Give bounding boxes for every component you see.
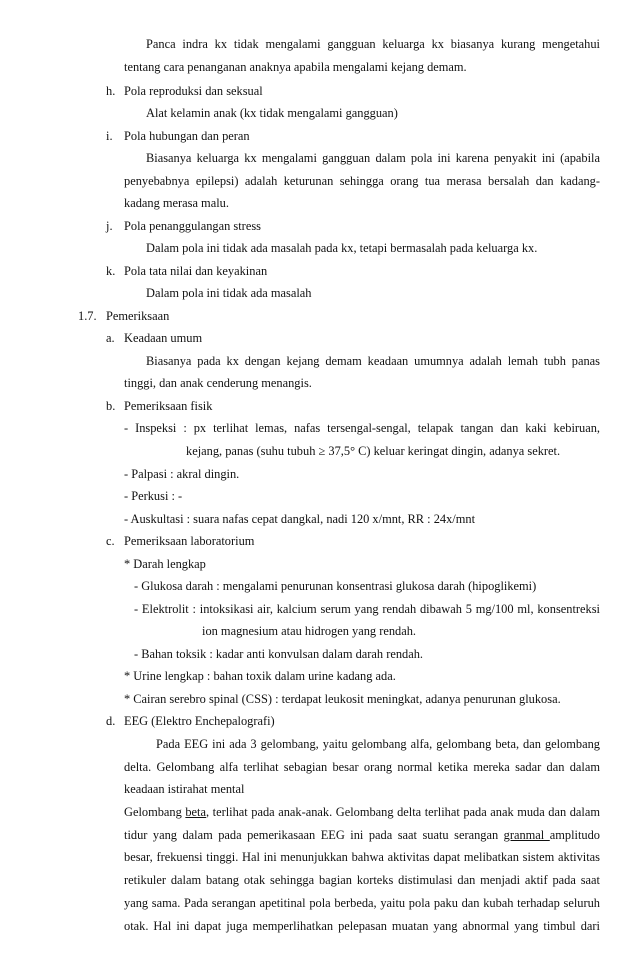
paragraph-line: kadang merasa malu. [124,196,229,210]
paragraph-line: Biasanya keluarga kx mengalami gangguan dalam pola ini karena penyakit ini (apabila [146,151,600,165]
paragraph-line: Panca indra kx tidak mengalami gangguan keluarga kx biasanya kurang mengetahui [146,37,600,51]
section-title: Pemeriksaan [106,309,170,323]
paragraph-line: tentang cara penanganan anaknya apabila mengalami kejang demam. [124,60,467,74]
paragraph-line: - Elektrolit : intoksikasi air, kalcium serum yang rendah dibawah 5 mg/100 ml, konsentreksi [134,602,600,616]
list-marker: d. [106,714,116,728]
paragraph-line [124,828,600,843]
list-marker: j. [106,219,113,233]
paragraph-line [124,805,600,820]
list-marker: h. [106,84,116,98]
list-marker: b. [106,399,116,413]
paragraph-line: Alat kelamin anak (kx tidak mengalami gangguan) [146,106,398,120]
paragraph-line: * Darah lengkap [124,557,206,571]
paragraph-line: - Perkusi : - [124,489,183,503]
paragraph-line: besar, frekuensi tinggi. Hal ini menunjukkan bahwa aktivitas dapat melibatkan sistem aktivitas [124,850,600,864]
list-item-title: Keadaan umum [124,331,203,345]
list-marker: a. [106,331,115,345]
section-number: 1.7. [78,309,97,323]
text-run: amplitudo [549,828,600,842]
text-run: Gelombang [124,805,186,819]
underlined-term: granmal [503,828,550,842]
list-marker: k. [106,264,116,278]
list-item-title: Pola hubungan dan peran [124,129,250,143]
paragraph-line: Dalam pola ini tidak ada masalah [146,286,312,300]
paragraph-line: otak. Hal ini dapat juga memperlihatkan pelepasan muatan yang abnormal yang timbul dari [124,919,600,933]
paragraph-line: ion magnesium atau hidrogen yang rendah. [202,624,417,638]
paragraph-line: - Inspeksi : px terlihat lemas, nafas tersengal-sengal, telapak tangan dan kaki kebiruan, [124,421,600,435]
paragraph-line: - Glukosa darah : mengalami penurunan konsentrasi glukosa darah (hipoglikemi) [134,579,537,593]
paragraph-line: - Auskultasi : suara nafas cepat dangkal, nadi 120 x/mnt, RR : 24x/mnt [124,512,476,526]
list-marker: c. [106,534,115,548]
paragraph-line: * Cairan serebro spinal (CSS) : terdapat leukosit meningkat, adanya penurunan glukosa. [124,692,561,706]
underlined-term: beta [185,805,206,819]
list-item-title: Pola penanggulangan stress [124,219,261,233]
paragraph-line: kejang, panas (suhu tubuh ≥ 37,5° C) keluar keringat dingin, adanya sekret. [186,444,561,458]
list-item-title: Pemeriksaan laboratorium [124,534,255,548]
text-run: , terlihat pada anak-anak. Gelombang delta terlihat pada anak muda dan dalam [206,805,600,819]
paragraph-line: keadaan istirahat mental [124,782,245,796]
text-run: tidur yang dalam pada pemerikasaan EEG ini pada saat suatu serangan [124,828,504,842]
paragraph-line: Biasanya pada kx dengan kejang demam keadaan umumnya adalah lemah tubh panas [146,354,600,368]
list-item-title: Pemeriksaan fisik [124,399,213,413]
paragraph-line: - Bahan toksik : kadar anti konvulsan dalam darah rendah. [134,647,424,661]
paragraph-line: delta. Gelombang alfa terlihat sebagian besar orang normal ketika mereka sadar dan dalam [124,760,600,774]
list-item-title: Pola reproduksi dan seksual [124,84,263,98]
paragraph-line: yang sama. Pada serangan apetitinal pola berbeda, yaitu pola paku dan kubah terhadap seluruh [124,896,600,910]
paragraph-line: tinggi, dan anak cenderung menangis. [124,376,312,390]
paragraph-line: penyebabnya epilepsi) adalah keturunan sehingga orang tua merasa bersalah dan kadang- [124,174,600,188]
paragraph-line: Dalam pola ini tidak ada masalah pada kx, tetapi bermasalah pada keluarga kx. [146,241,538,255]
paragraph-line: Pada EEG ini ada 3 gelombang, yaitu gelombang alfa, gelombang beta, dan gelombang [156,737,600,751]
paragraph-line: * Urine lengkap : bahan toxik dalam urine kadang ada. [124,669,396,683]
list-item-title: EEG (Elektro Enchepalografi) [124,714,275,728]
paragraph-line: - Palpasi : akral dingin. [124,467,240,481]
list-item-title: Pola tata nilai dan keyakinan [124,264,268,278]
paragraph-line: retikuler dalam batang otak sehingga bagian korteks distimulasi dan menjadi aktif pada saat [124,873,600,887]
list-marker: i. [106,129,113,143]
